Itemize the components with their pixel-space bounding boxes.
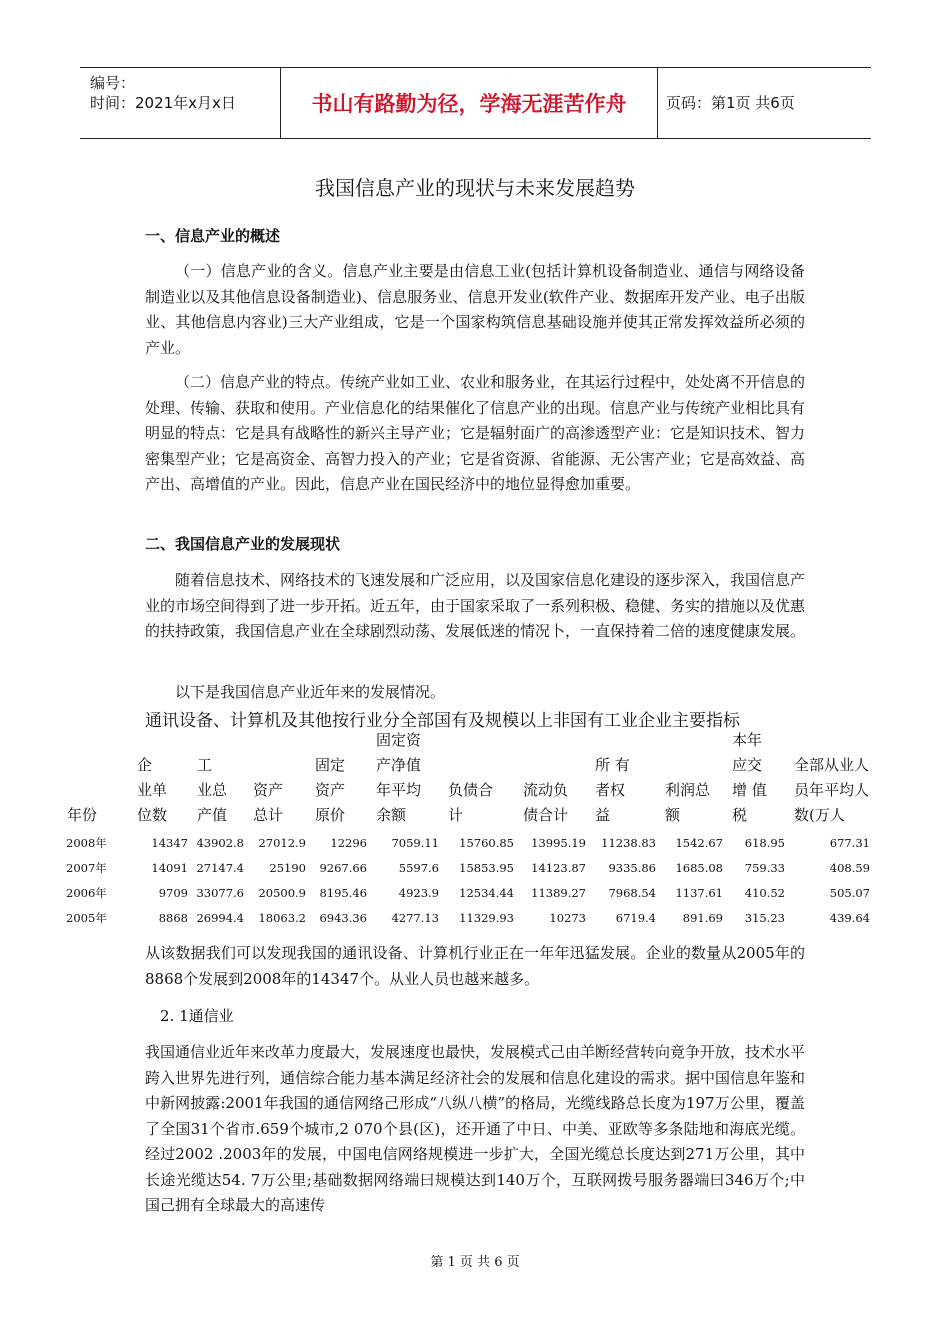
table-cell: 618.95 bbox=[744, 835, 785, 850]
table-cell: 14091 bbox=[151, 860, 188, 875]
paragraph-definition: （一）信息产业的含义。信息产业主要是由信息工业(包括计算机设备制造业、通信与网络设备制造业以及其他信息设备制造业)、信息服务业、信息开发业(软件产业、数据库开发产业、电子出版业、其他信息内容业)三大产业组成，它是一个国家构筑信息基础设施并使其正常发挥效益所必须的产业。 bbox=[145, 262, 805, 357]
section-heading-overview: 一、信息产业的概述 bbox=[145, 227, 281, 245]
column-header: 利润总 额 bbox=[665, 781, 711, 824]
table-cell: 1542.67 bbox=[675, 835, 723, 850]
column-header: 固定 资产 原价 bbox=[315, 756, 346, 824]
table-cell: 25190 bbox=[269, 860, 306, 875]
column-header: 全部从业人 员年平均人 数(万人 bbox=[794, 756, 870, 824]
column-header: 资产 总计 bbox=[253, 781, 284, 824]
column-header: 所 有 者权 益 bbox=[595, 756, 630, 824]
section-heading-status: 二、我国信息产业的发展现状 bbox=[145, 535, 341, 553]
table-title: 通讯设备、计算机及其他按行业分全部国有及规模以上非国有工业企业主要指标 bbox=[145, 711, 740, 731]
table-cell: 6719.4 bbox=[615, 910, 656, 925]
table-cell: 1685.08 bbox=[675, 860, 723, 875]
table-row bbox=[62, 830, 874, 855]
page-footer: 第 1 页 共 6 页 bbox=[430, 1255, 520, 1270]
column-header: 本年 应交 增 值 税 bbox=[732, 731, 767, 824]
table-cell: 8868 bbox=[158, 910, 188, 925]
table-cell: 9267.66 bbox=[319, 860, 367, 875]
column-header: 负债合 计 bbox=[448, 781, 494, 824]
column-header: 流动负 债合计 bbox=[523, 781, 569, 824]
paragraph-table-analysis: 从该数据我们可以发现我国的通讯设备、计算机行业正在一年年迅猛发展。企业的数量从2005年的8868个发展到2008年的14347个。从业人员也越来越多。 bbox=[145, 944, 805, 988]
table-cell: 11329.93 bbox=[459, 910, 514, 925]
indicator-table bbox=[62, 728, 874, 930]
table-cell: 6943.36 bbox=[319, 910, 367, 925]
date-label: 时间：2021年x月x日 bbox=[90, 94, 236, 112]
table-cell: 2005年 bbox=[66, 910, 107, 925]
table-cell: 2008年 bbox=[66, 835, 107, 850]
table-cell: 505.07 bbox=[829, 885, 870, 900]
paragraph-characteristics: （二）信息产业的特点。传统产业如工业、农业和服务业，在其运行过程中，处处离不开信息的处理、传输、获取和使用。产业信息化的结果催化了信息产业的出现。信息产业与传统产业相比具有明显的特点：它是具有战略性的新兴主导产业；它是辐射面广的高渗透型产业：它是知识技术、智力密集型产业；它是高资金、高智力投入的产业；它是省资源、省能源、无公害产业；它是高效益、高产出、高增值的产业。因此，信息产业在国民经济中的地位显得愈加重要。 bbox=[145, 373, 806, 493]
document-title: 我国信息产业的现状与未来发展趋势 bbox=[315, 176, 635, 200]
header-motto: 书山有路勤为径，学海无涯苦作舟 bbox=[311, 92, 627, 116]
header-divider bbox=[657, 68, 658, 138]
table-cell: 759.33 bbox=[744, 860, 785, 875]
paragraph-telecom: 我国通信业近年来改革力度最大，发展速度也最快，发展模式己由羊断经营转向竟争开放，技术水平跨入世界先进行列，通信综合能力基本满足经济社会的发展和信息化建设的需求。据中国信息年鉴和中新网披露:2001年我国的通信网络己形成“八纵八横”的格局，光缆线路总长度为197万公里，覆盖了全国31个省市.659个城市,2 070个县(区)，还开通了中日、中美、亚欧等多条陆地和海底光缆。经过2002 .2003年的发展，中国电信网络规模进一步扩大，全国光缆总长度达到271万公里，其中长途光缆达54. 7万公里;基础数据网络端曰规模达到140万个，互联网拨号服务器端曰346万个;中国己拥有全球最大的高速传 bbox=[145, 1043, 806, 1214]
page-number-label: 页码：第1页 共6页 bbox=[666, 94, 795, 112]
table-cell: 15760.85 bbox=[459, 835, 514, 850]
table-cell: 408.59 bbox=[829, 860, 870, 875]
column-header: 企 业单 位数 bbox=[137, 756, 168, 824]
page-header bbox=[80, 67, 871, 139]
column-header: 固定资 产净值 年平均 余额 bbox=[376, 731, 422, 824]
table-cell: 4277.13 bbox=[391, 910, 439, 925]
table-cell: 7059.11 bbox=[391, 835, 439, 850]
table-cell: 439.64 bbox=[829, 910, 870, 925]
table-row bbox=[62, 880, 874, 905]
table-header-row bbox=[62, 728, 874, 830]
table-cell: 33077.6 bbox=[196, 885, 244, 900]
table-cell: 4923.9 bbox=[398, 885, 439, 900]
table-cell: 8195.46 bbox=[319, 885, 367, 900]
subsection-heading: 2. 1通信业 bbox=[160, 1007, 234, 1025]
header-meta bbox=[80, 68, 280, 138]
table-cell: 7968.54 bbox=[608, 885, 656, 900]
table-cell: 14347 bbox=[151, 835, 188, 850]
table-cell: 677.31 bbox=[829, 835, 870, 850]
table-cell: 410.52 bbox=[744, 885, 785, 900]
table-cell: 14123.87 bbox=[531, 860, 586, 875]
table-row bbox=[62, 855, 874, 880]
table-cell: 2006年 bbox=[66, 885, 107, 900]
table-cell: 43902.8 bbox=[196, 835, 244, 850]
table-cell: 11389.27 bbox=[531, 885, 586, 900]
table-cell: 11238.83 bbox=[601, 835, 656, 850]
table-cell: 18063.2 bbox=[258, 910, 306, 925]
table-cell: 12296 bbox=[330, 835, 367, 850]
table-cell: 9709 bbox=[158, 885, 188, 900]
table-cell: 13995.19 bbox=[531, 835, 586, 850]
table-cell: 9335.86 bbox=[608, 860, 656, 875]
table-cell: 27147.4 bbox=[196, 860, 244, 875]
table-cell: 891.69 bbox=[682, 910, 723, 925]
number-label: 编号： bbox=[90, 74, 136, 92]
table-cell: 1137.61 bbox=[675, 885, 723, 900]
column-header: 工 业总 产值 bbox=[197, 756, 228, 824]
table-cell: 315.23 bbox=[744, 910, 785, 925]
table-cell: 10273 bbox=[549, 910, 586, 925]
column-header: 年份 bbox=[67, 806, 98, 824]
table-cell: 20500.9 bbox=[258, 885, 306, 900]
table-cell: 27012.9 bbox=[258, 835, 306, 850]
table-cell: 26994.4 bbox=[196, 910, 244, 925]
paragraph-status: 随着信息技术、网络技术的飞速发展和广泛应用，以及国家信息化建设的逐步深入，我国信息产业的市场空间得到了进一步开拓。近五年，由于国家采取了一系列积极、稳健、务实的措施以及优惠的扶持政策，我国信息产业在全球剧烈动荡、发展低迷的情况卜，一直保持着二倍的速度健康发展。 bbox=[145, 571, 806, 640]
table-cell: 15853.95 bbox=[459, 860, 514, 875]
paragraph-intro-table: 以下是我国信息产业近年来的发展情况。 bbox=[175, 683, 446, 701]
table-cell: 12534.44 bbox=[459, 885, 514, 900]
table-row bbox=[62, 905, 874, 930]
table-cell: 5597.6 bbox=[398, 860, 439, 875]
table-cell: 2007年 bbox=[66, 860, 107, 875]
